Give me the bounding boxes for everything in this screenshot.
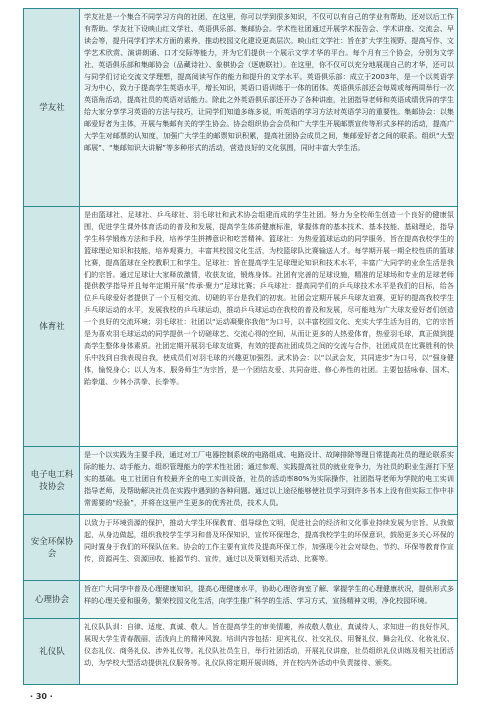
club-name-cell: 心理协会 xyxy=(24,581,80,619)
club-name-cell: 学友社 xyxy=(24,9,80,207)
page-number: · 30 · xyxy=(30,692,53,701)
club-name-cell: 电子电工科技协会 xyxy=(24,447,80,515)
table-row xyxy=(24,581,458,619)
club-name-cell: 礼仪队 xyxy=(24,619,80,685)
club-table xyxy=(23,8,458,685)
club-description-cell: 旨在广大同学中普及心理健康知识，提高心理健康水平，协助心理咨询室了解、掌握学生的心理健康状况，提供形式多样的心理关爱和服务，繁荣校园文化生活，向学生推广科学的生活、学习方式，宣扬精神文明，净化校园环境。 xyxy=(80,581,458,619)
table-row xyxy=(24,619,458,685)
club-description-cell: 是由篮球社、足球社、乒乓球社、羽毛球社和武术协会组建而成的学生社团。努力为全校师生创造一个良好的健康氛围，促进学生课外体育活动的普及和发展，提高学生体质健康标准，掌握体育的基本技术、基本技能、基础理论，指导学生科学锻炼方法和手段，培养学生拼搏意识和吃苦精神。篮球社：为热爱篮球运动的同学服务，旨在提高我校学生的篮球理论知识和技能，培养观赛力，丰富其校园文化生活，为校篮球队比赛输送人才。每学期开展一期全校性质的篮球比赛，提高篮球在全校教职工和学生。足球社：旨在提高学生足球理论知识和技术水平，丰富广大同学的业余生活是我们的宗旨。通过足球让大家释放激情，收获友谊，锻炼身体。社团有完善的足球设施，精准的足球场和专业的足球老师提供教学指导并且每年定期开展“传承·聚力”足球比赛；乒乓球社：提高同学们的乒乓球技术水平是我们的目标，给各位乒乓球爱好者提供了一个互相交流、切磋的平台是我们的初衷。社团会定期开展乒乓球友谊赛，更好的提高我校学生乒乓球运动的水平，发展我校的乒乓球运动，推动乒乓球运动在我校的普及和发展，尽可能地为广大球友爱好者们创造一个良好的交流环境；羽毛球社：社团以“运动凝聚你我他”为口号，以丰富校园文化、充实大学生活为目的，它的宗旨是为喜欢羽毛球运动的同学提供一个切磋球艺、交流心得的空间，从而让更多的人热爱体育，热爱羽毛球，真正做到提高学生整体身体素质。社团定期开展羽毛球友谊赛，有效的提高社团成员之间的交流与合作，社团成员在比赛胜利的快乐中找到自我表现自我，使成员们对羽毛球的兴趣更加强烈。武术协会：以“以武会友，共同进步”为口号，以“强身健体，愉悦身心；以人为本，服务师生”为宗旨，是一个团结友爱、共同奋进、修心养性的社团。主要包括咏春、国术、跆拳道、少林小洪拳、长拳等。 xyxy=(80,207,458,447)
table-row xyxy=(24,9,458,207)
table-row xyxy=(24,515,458,581)
club-name-cell: 体育社 xyxy=(24,207,80,447)
club-name-cell: 安全环保协会 xyxy=(24,515,80,581)
table-row xyxy=(24,207,458,447)
club-description-cell: 以致力于环境资源的保护，推动大学生环保教育、倡导绿色文明，促进社会的经济和文化事业持续发展为宗旨。从我做起，从身边做起，组织我校学生学习和普及环保知识，宣传环保理念，提高我校学生的环保意识，鼓励更多关心环保的同时置身于我们的环保队伍来。协会的工作主要有宣传及提高环保工作，加强现今社会对绿色、节约、环保等教育作宣传，资源再生、资源回收、能源节约、宣传，通过以及策划相关活动、比赛等。 xyxy=(80,515,458,581)
club-description-cell: 礼仪队队训：自律、适度、真诚、敬人。旨在提高学生的审美情趣，养成敬人敬业，真诚待人、求知进一的良好作风，展现大学生青春靓丽，活泼向上的精神风貌。培训内容包括：迎宾礼仪、社交礼仪、用餐礼仪、舞会礼仪、化妆礼仪、仪态礼仪、商务礼仪、涉外礼仪等。礼仪队社员生日，举行社团活动，开展礼仪讲座，社员组织礼仪训练及相关社团活动，为学校大型活动提供礼仪服务等。礼仪队将定期开展训练，并在校内外活动中负责接待、颁奖。 xyxy=(80,619,458,685)
club-description-cell: 学友社是一个集合不同学习方向的社团，在这里，你可以学到很多知识，不仅可以有自己的学业有帮助，还对以后工作有帮助。学友社下设映山红文学社、英语俱乐部、集邮协会。学术性社团通过开展学术报告会、学术讲座、交流会、早读会等，提升同学们学术方面的素养，推动校园文化建设更高层次。映山红文学社：旨在扩大学生视野、提高写作、文学艺术欣赏、演讲朗诵、口才交际等能力，并为它们提供一个展示文学才华的平台。每个月有三个协会，分别为文学社、英语俱乐部和集邮协会（品藏诗社）、象棋协会（逐鹿联社）。在这里，你不仅可以充分地展现自己的才华，还可以与同学们讨论交流文学理想，提高阅读写作的能力和提升的文学水平。英语俱乐部：成立于2003年，是一个以英语学习为中心，致力于提高学生英语水平，增长知识，英语口语训练于一体的团体。英语俱乐部还会每周或每两周举行一次英语角活动，提高社员的英语对话能力。除此之外英语俱乐部还开办了各种讲座，社团指导老师和英语成绩优异的学生给大家分享学习英语的方法与技巧，让同学们知道多练多说，听英语的学习方法对英语学习的重要性。集邮协会：以集邮爱好者为主体，开展与集邮有关的学生协会。协会组织协会会员和广大学生开展邮票宣传等形式多样的活动，提高广大学生对邮票的认知度，加强广大学生的邮票知识积累，提高社团协会成员之间，集邮爱好者之间的联系。组织“大型邮展”、“集邮知识大讲解”等多种形式的活动，营造良好的文化氛围，同时丰富大学生活。 xyxy=(80,9,458,207)
club-description-cell: 是一个以实践为主要手段，通过对工厂电器控制系统的电路组成、电路设计、故障排除等理日常提高社员的理论联系实际的能力、动手能力、组织管理能力的学术性社团；通过参观、实践提高社员的就业竞争力，为社员的职业生涯打下坚实的基础。电工社团自有校最齐全的电工实训设备，社员的活动率80%为实际操作，社团指导老师为学院的电工实训指导老师，及帮助解决社员在实践中遇到的各种问题。通过以上途径能够使社员学习到许多书本上没有但实际工作中非常需要的“经验”，并将在这里产生更多的优秀社员，技术人员。 xyxy=(80,447,458,515)
table-row xyxy=(24,447,458,515)
